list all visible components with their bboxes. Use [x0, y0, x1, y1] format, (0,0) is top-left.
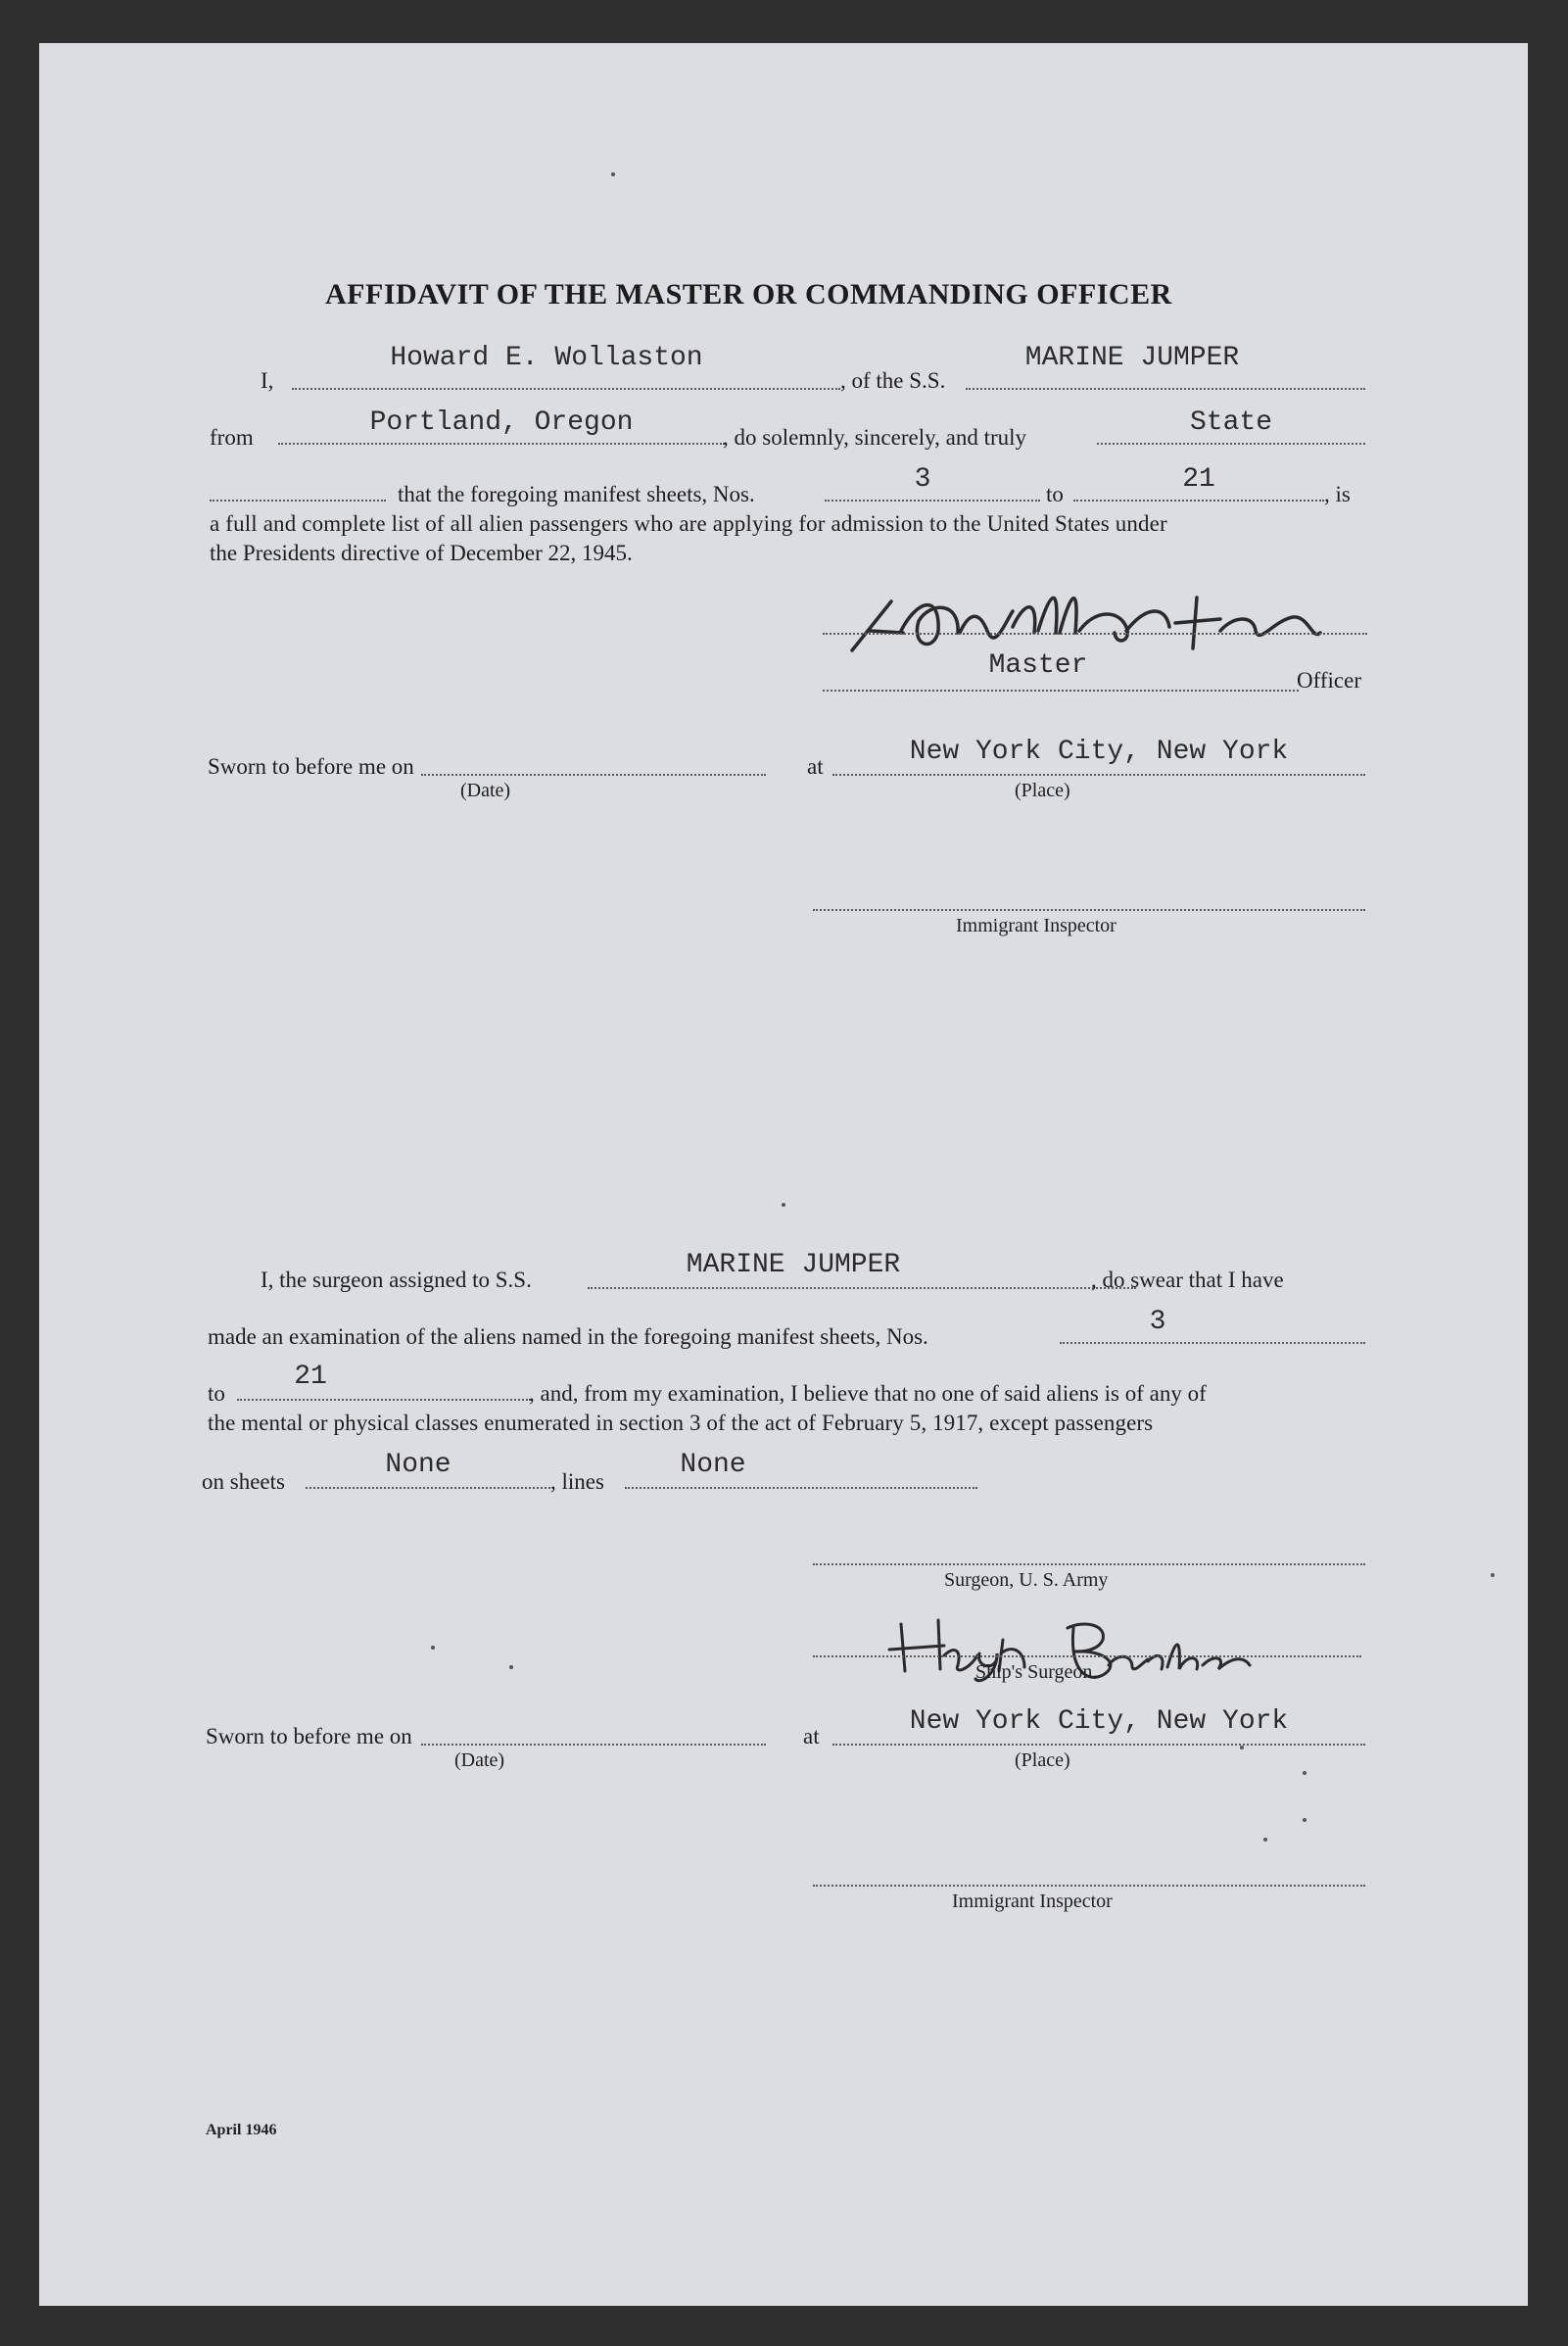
surgeon-place-caption: (Place) — [1015, 1749, 1070, 1771]
surgeon-to-label: to — [208, 1381, 225, 1406]
date-line — [421, 774, 766, 776]
surgeon-at-label: at — [803, 1724, 820, 1748]
scan-speck — [1303, 1818, 1307, 1822]
sheet-to-value: 21 — [1182, 464, 1215, 495]
title-line — [823, 690, 1299, 692]
surgeon-sworn-label: Sworn to before me on — [206, 1724, 412, 1748]
sworn-label: Sworn to before me on — [208, 754, 414, 779]
officer-title-value: Master — [988, 650, 1088, 681]
ships-surgeon-caption: Ship's Surgeon. — [975, 1661, 1098, 1683]
affidavit-text-line-2: a full and complete list of all alien passengers who are applying for admission to the United States under — [210, 511, 1167, 536]
foregoing-label: that the foregoing manifest sheets, Nos. — [398, 482, 755, 506]
surgeon-inspector-caption: Immigrant Inspector — [952, 1891, 1113, 1912]
place-value: New York City, New York — [909, 737, 1289, 767]
i-label: I, — [261, 368, 274, 393]
army-surgeon-line — [813, 1563, 1365, 1565]
surgeon-sheet-to-line — [237, 1399, 531, 1401]
surgeon-sheet-from-value: 3 — [1149, 1307, 1166, 1337]
sheets-line — [306, 1487, 550, 1489]
of-ss-label: , of the S.S. — [840, 368, 946, 393]
scan-speck — [1263, 1838, 1267, 1842]
lines-label: , lines — [550, 1469, 604, 1494]
surgeon-place-value: New York City, New York — [909, 1706, 1289, 1737]
surgeon-line-1-end: , do swear that I have — [1091, 1268, 1284, 1292]
name-line — [292, 388, 840, 390]
master-name: Howard E. Wollaston — [390, 343, 703, 373]
army-surgeon-caption: Surgeon, U. S. Army — [944, 1569, 1109, 1591]
lines-value: None — [680, 1450, 746, 1480]
surgeon-line-3-end: , and, from my examination, I believe that no one of said aliens is of any of — [529, 1381, 1207, 1406]
ship-name: MARINE JUMPER — [1024, 343, 1240, 373]
form-date: April 1946 — [206, 2122, 277, 2138]
verb-line — [1097, 443, 1365, 445]
port-name: Portland, Oregon — [369, 407, 634, 438]
surgeon-line-1-start: I, the surgeon assigned to S.S. — [261, 1268, 532, 1292]
surgeon-line-4: the mental or physical classes enumerated in section 3 of the act of February 5, 1917, except passengers — [208, 1411, 1154, 1435]
inspector-line — [813, 909, 1365, 911]
surgeon-sheet-to-value: 21 — [294, 1362, 327, 1392]
surgeon-date-line — [421, 1744, 766, 1746]
document-page — [39, 43, 1528, 2306]
ships-surgeon-line — [813, 1655, 1361, 1657]
surgeon-sheet-from-line — [1060, 1342, 1365, 1344]
port-line — [278, 443, 725, 445]
lines-line — [625, 1487, 977, 1489]
sheets-value: None — [385, 1450, 451, 1480]
verb-value: State — [1189, 407, 1272, 438]
scan-speck — [1303, 1771, 1307, 1775]
place-caption: (Place) — [1015, 780, 1070, 801]
surgeon-inspector-line — [813, 1885, 1365, 1887]
scan-speck — [1240, 1746, 1244, 1749]
surgeon-place-line — [832, 1744, 1365, 1746]
scan-speck — [1491, 1573, 1495, 1577]
scan-speck — [782, 1203, 785, 1207]
signature-line — [823, 633, 1367, 635]
affidavit-text-line-3: the Presidents directive of December 22, 1945. — [210, 541, 633, 565]
is-label: , is — [1324, 482, 1351, 506]
at-label: at — [807, 754, 824, 779]
on-sheets-label: on sheets — [202, 1469, 285, 1494]
officer-label: Officer — [1297, 668, 1361, 693]
surgeon-ship-name: MARINE JUMPER — [686, 1250, 901, 1280]
sheet-to-line — [1073, 500, 1324, 502]
solemnly-label: , do solemnly, sincerely, and truly — [723, 425, 1027, 450]
surgeon-ship-line — [588, 1287, 1136, 1289]
surgeon-date-caption: (Date) — [454, 1749, 505, 1771]
document-title: AFFIDAVIT OF THE MASTER OR COMMANDING OFFICER — [325, 278, 1172, 311]
inspector-caption: Immigrant Inspector — [956, 915, 1117, 936]
to-label: to — [1046, 482, 1064, 506]
scan-speck — [509, 1665, 513, 1669]
sheet-from-value: 3 — [914, 464, 931, 495]
surgeon-signature — [881, 1610, 1352, 1689]
from-label: from — [210, 425, 254, 450]
ship-line — [966, 388, 1365, 390]
scan-speck — [611, 172, 615, 176]
place-line — [832, 774, 1365, 776]
date-caption: (Date) — [460, 780, 511, 801]
scan-speck — [431, 1646, 435, 1650]
sheet-from-line — [825, 500, 1040, 502]
blank-line — [210, 500, 386, 502]
surgeon-line-2-start: made an examination of the aliens named in the foregoing manifest sheets, Nos. — [208, 1324, 928, 1349]
